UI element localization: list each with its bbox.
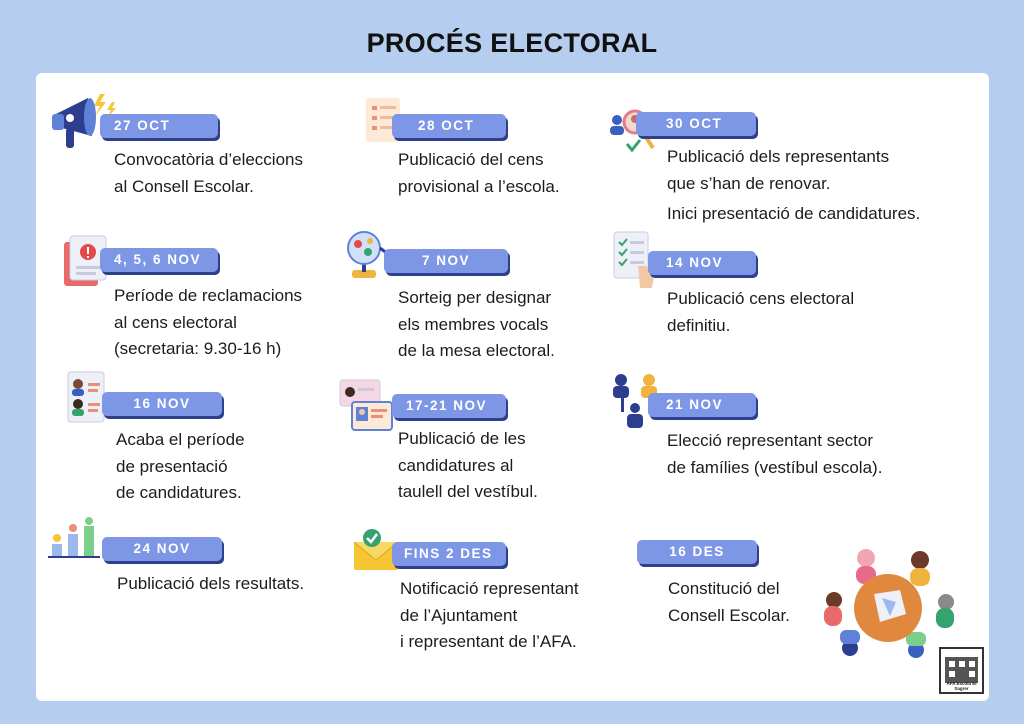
date-badge: 17-21 NOV [392,394,506,418]
event-description: Constitució del Consell Escolar. [668,579,790,625]
event-description: Publicació dels resultats. [117,574,305,593]
date-badge: 30 OCT [636,112,756,136]
logo-text: AFA Escola El Sagrer [946,681,977,691]
date-badge: 4, 5, 6 NOV [100,248,218,272]
afa-logo [939,647,984,694]
date-badge: 28 OCT [392,114,506,138]
event-description: Publicació del cens provisional a l’escola. [398,150,560,196]
event-description: Notificació representant de l’Ajuntament i representant de l’AFA. [400,579,579,651]
event-description: Publicació dels representants que s’han de renovar. Inici presentació de candidatures. [667,147,921,223]
date-badge: FINS 2 DES [392,542,506,566]
event-description: Període de reclamacions al cens electoral (secretaria: 9.30-16 h) [114,286,303,358]
page-title: PROCÉS ELECTORAL [366,28,658,58]
event-description: Elecció representant sector de famílies (vestíbul escola). [667,431,883,477]
date-badge: 24 NOV [102,537,222,561]
date-badge: 16 NOV [102,392,222,416]
results-chart-icon [46,516,102,560]
date-badge: 7 NOV [384,249,508,273]
id-cards-icon [338,376,398,436]
date-badge: 27 OCT [100,114,218,138]
date-badge: 16 DES [637,540,757,564]
event-description: Convocatòria d’eleccions al Consell Escolar. [114,150,303,196]
event-description: Publicació de les candidatures al taulell del vestíbul. [398,429,538,501]
event-description: Sorteig per designar els membres vocals de la mesa electoral. [398,288,555,360]
event-description: Acaba el període de presentació de candidatures. [116,430,245,502]
event-description: Publicació cens electoral definitiu. [667,289,855,335]
date-badge: 21 NOV [648,393,756,417]
council-team-icon [820,540,958,670]
date-badge: 14 NOV [648,251,756,275]
